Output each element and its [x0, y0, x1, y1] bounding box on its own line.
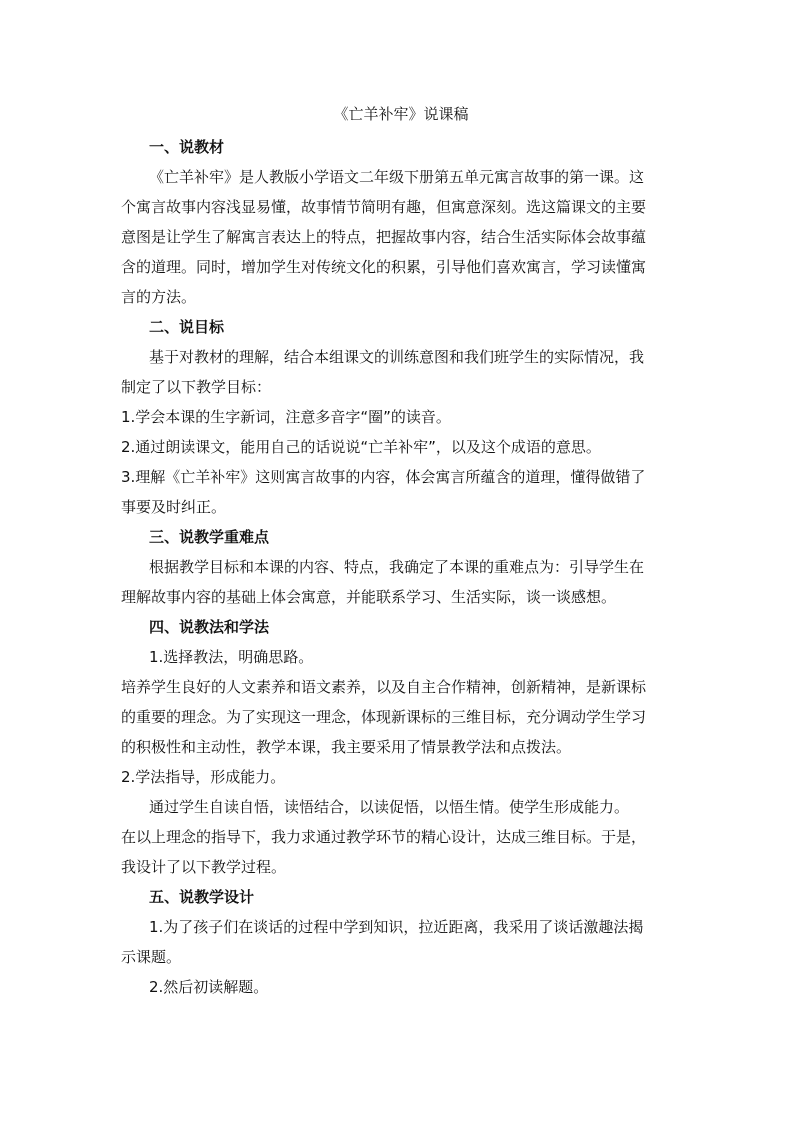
- document-body: [121, 132, 681, 1002]
- paragraph: [121, 162, 681, 312]
- paragraph: [121, 342, 681, 402]
- paragraph-line: 2.学法指导，形成能力。: [121, 768, 286, 786]
- paragraph-line: 根据教学目标和本课的内容、特点，我确定了本课的重难点为：引导学生在: [149, 558, 645, 576]
- paragraph-line: 培养学生良好的人文素养和语文素养，以及自主合作精神，创新精神，是新课标: [121, 678, 647, 696]
- paragraph: [121, 822, 681, 882]
- paragraph-line: 1.学会本课的生字新词，注意多音字“圈”的读音。: [121, 408, 451, 426]
- paragraph: [121, 972, 681, 1002]
- paragraph-line: 的重要的理念。为了实现这一理念，体现新课标的三维目标，充分调动学生学习: [121, 708, 647, 726]
- paragraph-line: 我设计了以下教学过程。: [121, 858, 287, 876]
- section-heading: 四、说教法和学法: [149, 618, 270, 636]
- paragraph: [121, 462, 681, 522]
- paragraph: [121, 552, 681, 612]
- document-page: [121, 96, 681, 1002]
- paragraph-line: 言的方法。: [121, 288, 197, 306]
- paragraph-line: 1.选择教法，明确思路。: [149, 648, 314, 666]
- section-heading: 三、说教学重难点: [149, 528, 270, 546]
- section-heading: 一、说教材: [149, 138, 225, 156]
- paragraph-line: 事要及时纠正。: [121, 498, 227, 516]
- paragraph-line: 含的道理。同时，增加学生对传统文化的积累，引导他们喜欢寓言，学习读懂寓: [121, 258, 647, 276]
- paragraph: [121, 792, 681, 822]
- section-heading: 五、说教学设计: [149, 888, 255, 906]
- paragraph-line: 基于对教材的理解，结合本组课文的训练意图和我们班学生的实际情况，我: [149, 348, 645, 366]
- paragraph-line: 2.通过朗读课文，能用自己的话说说“亡羊补牢”，以及这个成语的意思。: [121, 438, 601, 456]
- paragraph-line: 通过学生自读自悟，读悟结合，以读促悟，以悟生情。使学生形成能力。: [149, 798, 630, 816]
- paragraph-line: 2.然后初读解题。: [149, 978, 269, 996]
- paragraph-line: 的积极性和主动性，教学本课，我主要采用了情景教学法和点拨法。: [121, 738, 572, 756]
- paragraph-line: 3.理解《亡羊补牢》这则寓言故事的内容，体会寓言所蕴含的道理，懂得做错了: [121, 468, 646, 486]
- paragraph: [121, 762, 681, 792]
- paragraph: [121, 672, 681, 762]
- document-title: 《亡羊补牢》说课稿: [333, 105, 469, 123]
- paragraph-line: 示课题。: [121, 948, 182, 966]
- paragraph: [121, 912, 681, 972]
- section-heading: 二、说目标: [149, 318, 225, 336]
- paragraph-line: 理解故事内容的基础上体会寓意，并能联系学习、生活实际，谈一谈感想。: [121, 588, 617, 606]
- paragraph-line: 在以上理念的指导下，我力求通过教学环节的精心设计，达成三维目标。于是，: [121, 828, 647, 846]
- paragraph: [121, 642, 681, 672]
- paragraph-line: 制定了以下教学目标：: [121, 378, 272, 396]
- paragraph-line: 《亡羊补牢》是人教版小学语文二年级下册第五单元寓言故事的第一课。这: [149, 168, 645, 186]
- paragraph-line: 1.为了孩子们在谈话的过程中学到知识，拉近距离，我采用了谈话激趣法揭: [149, 918, 644, 936]
- paragraph: [121, 402, 681, 432]
- paragraph: [121, 432, 681, 462]
- paragraph-line: 意图是让学生了解寓言表达上的特点，把握故事内容，结合生活实际体会故事蕴: [121, 228, 647, 246]
- paragraph-line: 个寓言故事内容浅显易懂，故事情节简明有趣，但寓意深刻。选这篇课文的主要: [121, 198, 647, 216]
